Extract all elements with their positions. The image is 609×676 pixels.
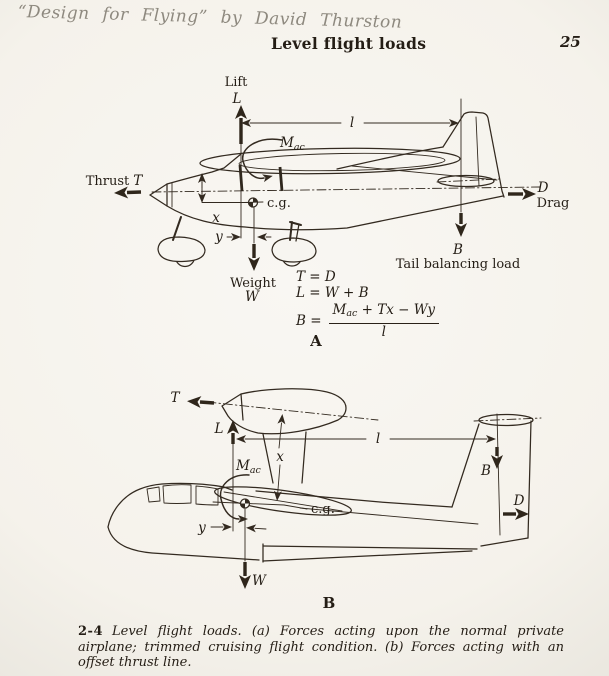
stab-centerline-a — [437, 179, 499, 182]
right-wheel-pant-a — [272, 238, 316, 262]
window-b-2 — [163, 485, 191, 504]
y-dim-left-b — [255, 528, 266, 529]
cg-pointer-b — [284, 505, 307, 509]
spinner-b — [241, 394, 243, 420]
y-label-a: y — [215, 229, 223, 245]
equation-3-denominator: l — [381, 323, 386, 340]
cg-cross-a — [244, 202, 263, 203]
moment-label-a: Mac — [280, 135, 305, 153]
figure-caption — [78, 624, 564, 671]
figure-a-letter: A — [310, 332, 322, 350]
y-label-b: y — [198, 520, 206, 536]
thrust-symbol-b: T — [170, 390, 180, 406]
thrust-label-a: Thrust T — [85, 173, 143, 189]
drag-symbol-b: D — [513, 493, 525, 509]
right-gear-leg-a1 — [290, 222, 292, 240]
figure-b-airplane — [108, 389, 541, 562]
caption-text: Level flight loads. (a) Forces acting upon the normal private airplane; trimmed cruising flight condition. (b) Forces acting with an offset thrust line. — [78, 624, 564, 670]
arm-label-b: l — [375, 431, 381, 447]
lift-symbol-a: L — [232, 91, 242, 107]
rudder-hinge-b — [497, 414, 500, 535]
x-dim-down-b — [278, 465, 280, 492]
window-b-1 — [147, 487, 160, 502]
thrust-arrow-a — [127, 192, 141, 193]
tail-load-symbol-a: B — [453, 242, 463, 258]
equations-block — [296, 270, 439, 340]
caption-number: 2-4 — [78, 624, 103, 639]
thrust-centerline-b — [207, 402, 378, 420]
tail-load-symbol-b: B — [481, 463, 491, 479]
figure-b-forces — [170, 390, 524, 612]
lift-symbol-b: L — [214, 421, 224, 437]
x-label-b: x — [276, 449, 284, 465]
pylon-b-left — [263, 434, 273, 483]
tail-load-word-a: Tail balancing load — [395, 257, 521, 272]
lift-word-a: Lift — [224, 75, 248, 90]
equation-3-fraction — [329, 303, 439, 340]
rudder-trailing-edge-b — [528, 421, 531, 538]
fuselage-b-belly — [108, 527, 259, 560]
fin-leading-edge-b — [452, 424, 479, 507]
equation-2: L = W + B — [296, 284, 369, 301]
boom-top-b — [256, 491, 452, 507]
arm-label-a: l — [349, 115, 355, 131]
page-number: 25 — [560, 33, 581, 51]
weight-word-a: Weight — [229, 276, 277, 291]
weight-symbol-b: W — [252, 573, 266, 589]
cabin-pillar-a-2 — [280, 167, 282, 191]
figure-a-airplane — [150, 112, 540, 267]
moment-label-b: Mac — [236, 458, 261, 476]
x-dim-up-b — [279, 423, 282, 448]
drag-word-a: Drag — [536, 196, 570, 211]
drag-symbol-a: D — [537, 180, 549, 196]
left-wheel-pant-a — [158, 237, 205, 262]
weight-symbol-a: W — [245, 289, 259, 305]
fuselage-a-top — [150, 154, 241, 195]
pylon-b-right — [302, 432, 306, 483]
equation-3-numerator: $M_{ac} + Tx - Wy$ — [329, 303, 439, 324]
page-title: Level flight loads — [271, 34, 427, 53]
equation-3-lhs: B = — [296, 312, 322, 329]
cg-label-b: c.g. — [311, 502, 335, 517]
figure-b-letter: B — [322, 594, 336, 612]
cg-label-a: c.g. — [267, 196, 291, 211]
equation-3 — [296, 303, 439, 340]
boom-bottom-b2 — [263, 551, 472, 561]
handwritten-note: “Design for Flying” by David Thurston — [17, 2, 403, 33]
boom-bottom-b1 — [263, 546, 477, 549]
rudder-bottom-b — [481, 538, 528, 546]
fuselage-a-bottom — [150, 195, 503, 230]
thrust-centerline-a — [152, 187, 540, 192]
x-label-a: x — [212, 210, 220, 226]
thrust-arrow-b — [200, 402, 214, 403]
equation-1: T = D — [296, 269, 336, 285]
